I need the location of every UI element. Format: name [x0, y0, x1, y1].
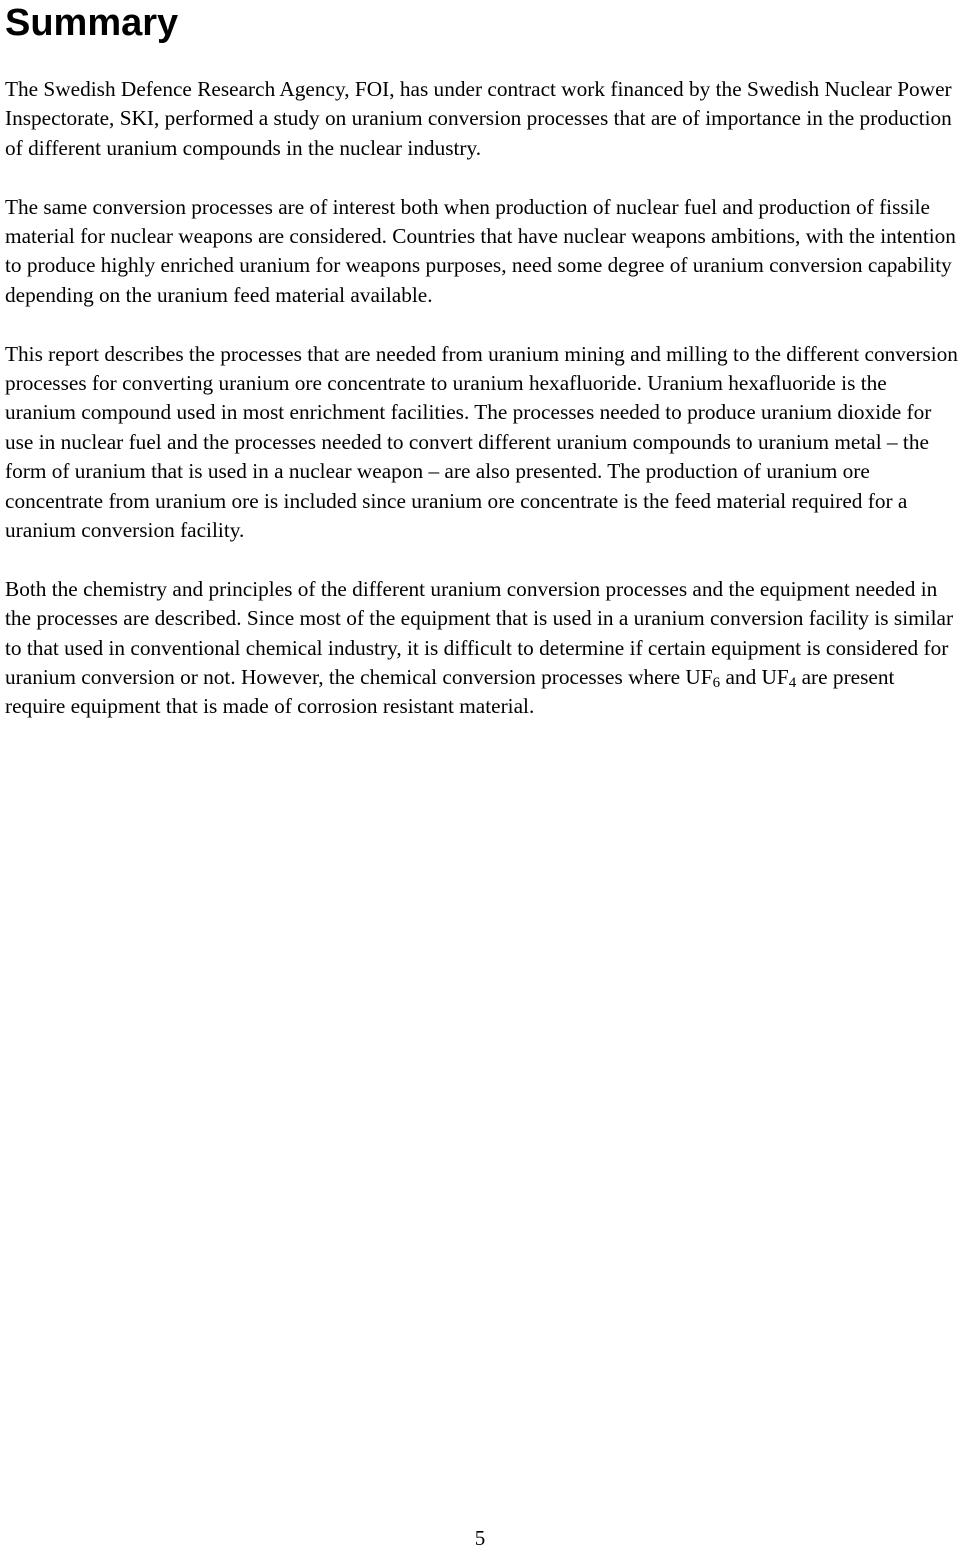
paragraph-4: [5, 575, 960, 722]
summary-body: [5, 75, 960, 722]
paragraph-4-text-b: and UF: [720, 665, 789, 690]
uf4-subscript: 4: [788, 675, 797, 692]
uf6-subscript: 6: [712, 675, 721, 692]
page-title: Summary: [5, 2, 179, 44]
paragraph-2: The same conversion processes are of interest both when production of nuclear fuel and production of fissile material for nuclear weapons are considered. Countries that have nuclear weapons ambitions, with the intention to produce highly enriched uranium for weapons purposes, need some degree of uranium conversion capability depending on the uranium feed material available.: [5, 194, 956, 307]
paragraph-3: This report describes the processes that are needed from uranium mining and milling to the different conversion processes for converting uranium ore concentrate to uranium hexafluoride. Uranium hexafluoride is the uranium compound used in most enrichment facilities. The processes needed to produce uranium dioxide for use in nuclear fuel and the processes needed to convert different uranium compounds to uranium metal – the form of uranium that is used in a nuclear weapon – are also presented. The production of uranium ore concentrate from uranium ore is included since uranium ore concentrate is the feed material required for a uranium conversion facility.: [5, 341, 958, 543]
paragraph-1: The Swedish Defence Research Agency, FOI, has under contract work financed by the Swedish Nuclear Power Inspectorate, SKI, performed a study on uranium conversion processes that are of importance in the production of different uranium compounds in the nuclear industry.: [5, 77, 952, 160]
paragraph-4-text-c: are present require equipment that is made of corrosion resistant material.: [5, 665, 895, 719]
page-number: 5: [474, 1526, 486, 1550]
paragraph-4-text-a: Both the chemistry and principles of the different uranium conversion processes and the equipment needed in the processes are described. Since most of the equipment that is used in a uranium conversion facility is similar to that used in conventional chemical industry, it is difficult to determine if certain equipment is considered for uranium conversion or not. However, the chemical conversion processes where UF: [5, 576, 954, 690]
